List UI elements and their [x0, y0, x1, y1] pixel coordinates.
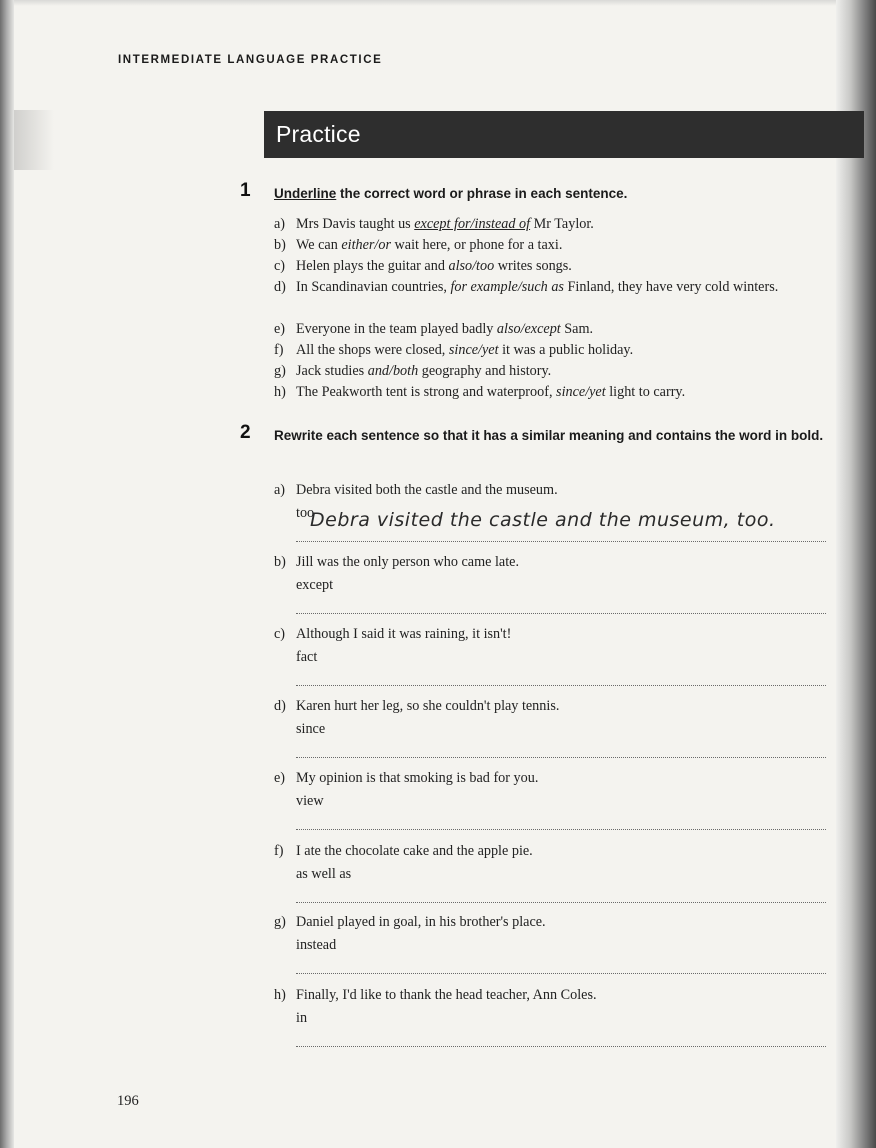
item-letter: h) — [274, 384, 286, 400]
ex1-item-a — [274, 214, 824, 235]
answer-line[interactable] — [296, 672, 826, 686]
exercise-1-number: 1 — [240, 180, 251, 201]
item-letter: g) — [274, 363, 286, 379]
choice-phrase: for example/such as — [450, 279, 564, 295]
answer-line[interactable] — [296, 744, 826, 758]
banner-title: Practice — [276, 121, 361, 147]
item-letter: a) — [274, 482, 286, 498]
choice-phrase: either/or — [341, 237, 391, 253]
item-keyword: view — [296, 793, 324, 809]
choice-phrase: since/yet — [448, 342, 499, 358]
ex1-item-b — [274, 235, 824, 256]
instruction-underline-word: Underline — [274, 186, 337, 201]
item-letter: e) — [274, 321, 286, 337]
ex1-item-f — [274, 340, 824, 361]
item-sentence: Daniel played in goal, in his brother's place. — [296, 914, 546, 930]
answer-line[interactable] — [296, 889, 826, 903]
scan-shadow-left — [14, 110, 54, 170]
item-letter: d) — [274, 698, 286, 714]
ex1-item-d — [274, 277, 824, 298]
item-sentence: Jill was the only person who came late. — [296, 554, 520, 570]
item-keyword: in — [296, 1010, 308, 1026]
item-letter: g) — [274, 914, 286, 930]
choice-phrase: except for/instead of — [414, 216, 531, 232]
scan-edge-right — [836, 0, 876, 1148]
choice-phrase: also/except — [496, 321, 561, 337]
item-sentence: Finally, I'd like to thank the head teacher, Ann Coles. — [296, 987, 597, 1003]
answer-line[interactable] — [296, 1033, 826, 1047]
ex1-item-h — [274, 382, 824, 403]
instruction-text: the correct word or phrase in each sentence. — [336, 186, 628, 201]
handwritten-answer: Debra visited the castle and the museum, too. — [310, 509, 776, 531]
item-letter: d) — [274, 279, 286, 295]
item-text: We can either/or wait here, or phone for a taxi. — [296, 237, 563, 253]
ex1-item-e — [274, 319, 824, 340]
exercise-2-instruction: Rewrite each sentence so that it has a similar meaning and contains the word in bold. — [274, 428, 824, 443]
answer-line[interactable] — [296, 600, 826, 614]
item-sentence: Debra visited both the castle and the museum. — [296, 482, 558, 498]
item-keyword: fact — [296, 649, 318, 665]
scan-edge-left — [0, 0, 14, 1148]
practice-banner — [264, 111, 864, 158]
item-letter: b) — [274, 237, 286, 253]
item-text: Mrs Davis taught us except for/instead of Mr Taylor. — [296, 216, 594, 232]
item-sentence: Karen hurt her leg, so she couldn't play tennis. — [296, 698, 560, 714]
item-keyword: as well as — [296, 866, 352, 882]
scan-edge-top — [0, 0, 876, 6]
answer-line[interactable] — [296, 816, 826, 830]
item-letter: f) — [274, 843, 284, 859]
running-head: INTERMEDIATE LANGUAGE PRACTICE — [118, 54, 383, 66]
item-sentence: My opinion is that smoking is bad for you. — [296, 770, 539, 786]
item-letter: c) — [274, 258, 286, 274]
choice-phrase: and/both — [367, 363, 419, 379]
item-letter: f) — [274, 342, 284, 358]
answer-line[interactable] — [296, 960, 826, 974]
exercise-1-instruction — [274, 183, 627, 204]
item-letter: e) — [274, 770, 286, 786]
item-letter: a) — [274, 216, 286, 232]
item-keyword: too — [296, 505, 315, 521]
exercise-2-number: 2 — [240, 422, 251, 443]
item-keyword: since — [296, 721, 326, 737]
page-number: 196 — [117, 1093, 139, 1109]
item-keyword: instead — [296, 937, 337, 953]
item-text: In Scandinavian countries, for example/such as Finland, they have very cold winters. — [296, 279, 779, 295]
item-sentence: Although I said it was raining, it isn't! — [296, 626, 512, 642]
choice-phrase: also/too — [448, 258, 495, 274]
item-letter: b) — [274, 554, 286, 570]
item-letter: c) — [274, 626, 286, 642]
item-sentence: I ate the chocolate cake and the apple pie. — [296, 843, 533, 859]
item-text: Everyone in the team played badly also/except Sam. — [296, 321, 594, 337]
item-text: Helen plays the guitar and also/too writes songs. — [296, 258, 572, 274]
item-letter: h) — [274, 987, 286, 1003]
choice-phrase: since/yet — [556, 384, 606, 400]
item-keyword: except — [296, 577, 334, 593]
item-text: All the shops were closed, since/yet it was a public holiday. — [296, 342, 634, 358]
ex1-item-g — [274, 361, 824, 382]
item-text: The Peakworth tent is strong and waterproof, since/yet light to carry. — [296, 384, 686, 400]
ex1-item-c — [274, 256, 824, 277]
item-text: Jack studies and/both geography and history. — [296, 363, 552, 379]
